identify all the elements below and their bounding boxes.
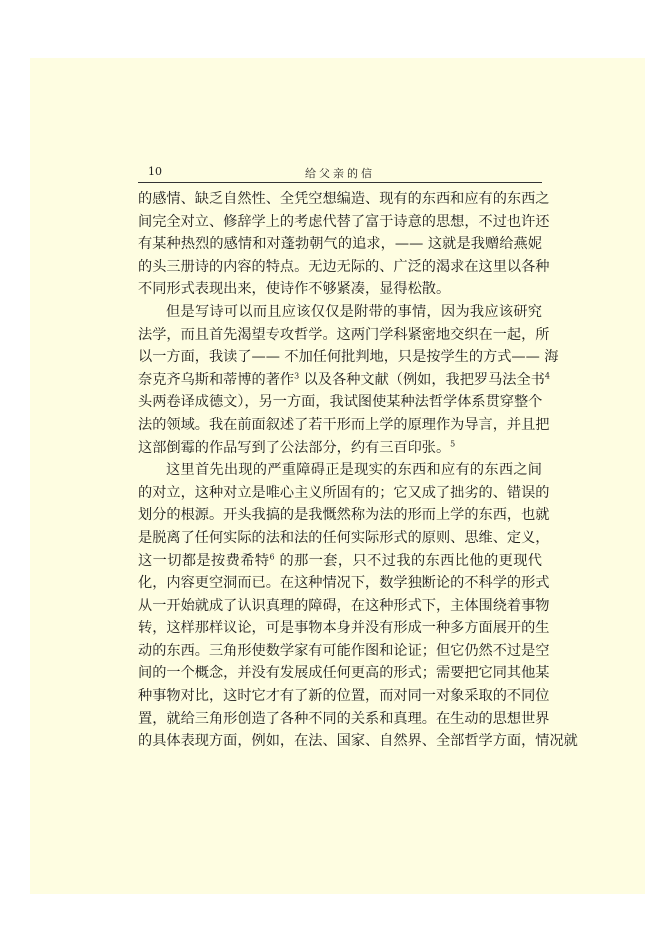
text-run: 从一开始就成了认识真理的障碍，在这种形式下，主体围绕着事物 [138,597,550,614]
running-title: 给父亲的信 [305,167,375,180]
text-line [138,437,542,460]
text-line [138,324,550,347]
text-line [138,233,542,256]
text-run: 划分的根源。开头我搞的是我慨然称为法的形而上学的东西，也就 [138,507,550,524]
text-line [138,662,550,685]
text-line [138,211,550,234]
page-number: 10 [148,165,162,178]
text-run: 的对立，这种对立是唯心主义所固有的；它又成了拙劣的、错误的 [138,484,550,501]
text-line [138,482,550,505]
text-line [138,414,550,437]
text-run: 不同形式表现出来，使诗作不够紧凑，显得松散。 [138,281,451,298]
text-line [138,550,542,573]
text-run: 动的东西。三角形使数学家有可能作图和论证；但它仍然不过是空 [138,642,550,659]
text-line [138,708,550,731]
text-line [138,527,550,550]
text-run: 这一切都是按费希特 [138,552,270,569]
text-line [138,640,550,663]
text-line [138,617,550,640]
text-run: 法学，而且首先渴望专攻哲学。这两门学科紧密地交织在一起，所 [138,326,550,343]
text-run: 头两卷译成德文），另一方面，我试图使某种法哲学体系贯穿整个 [138,394,543,411]
page-header [138,164,542,183]
text-line [138,504,550,527]
text-line [138,459,542,482]
paragraph [138,301,559,459]
text-line [138,301,542,324]
text-line [138,346,559,369]
text-line [138,685,550,708]
text-run: 这里首先出现的严重障碍正是现实的东西和应有的东西之间 [166,462,542,479]
text-line [138,256,550,279]
text-run: 置，就给三角形创造了各种不同的关系和真理。在生动的思想世界 [138,710,550,727]
footnote-marker[interactable]: 4 [544,371,550,381]
text-run: 的头三册诗的内容的特点。无边无际的、广泛的渴求在这里以各种 [138,258,550,275]
footnote-marker[interactable]: 6 [269,551,275,561]
text-run: 以及各种文献（例如，我把罗马法全书 [299,371,545,388]
text-run: 的具体表现方面，例如，在法、国家、自然界、全部哲学方面，情况就 [138,733,578,750]
text-line [138,188,550,211]
text-run: 法的领域。我在前面叙述了若干形而上学的原理作为导言，并且把 [138,416,550,433]
text-run: 有某种热烈的感情和对蓬勃朝气的追求，—— 这就是我赠给燕妮 [138,236,542,253]
text-run: 这部倒霉的作品写到了公法部分，约有三百印张。 [138,439,451,456]
paragraph [138,188,550,301]
text-run: 转，这样那样议论，可是事物本身并没有形成一种多方面展开的生 [138,620,550,637]
body-text [138,188,578,753]
text-run: 的感情、缺乏自然性、全凭空想编造、现有的东西和应有的东西之 [138,191,550,207]
footnote-marker[interactable]: 5 [450,438,456,448]
text-run: 奈克齐乌斯和蒂博的著作 [138,371,295,388]
text-line [138,595,550,618]
text-run: 间完全对立、修辞学上的考虑代替了富于诗意的思想，不过也许还 [138,213,550,230]
text-run: 但是写诗可以而且应该仅仅是附带的事情，因为我应该研究 [166,303,542,320]
text-line [138,572,550,595]
text-line [138,391,542,414]
text-run: 种事物对比，这时它才有了新的位置，而对同一对象采取的不同位 [138,688,550,705]
text-line [138,278,542,301]
text-line [138,369,550,392]
footnote-marker[interactable]: 3 [294,371,300,381]
text-run: 是脱离了任何实际的法和法的任何实际形式的原则、思维、定义， [138,529,550,546]
text-run: 间的一个概念，并没有发展成任何更高的形式；需要把它同其他某 [138,665,550,682]
text-line [138,730,578,753]
paragraph [138,459,578,753]
text-run: 化，内容更空洞而已。在这种情况下，数学独断论的不科学的形式 [138,575,550,592]
text-run: 的那一套，只不过我的东西比他的更现代 [274,552,542,569]
text-run: 以一方面，我读了—— 不加任何批判地，只是按学生的方式—— 海 [138,349,559,366]
